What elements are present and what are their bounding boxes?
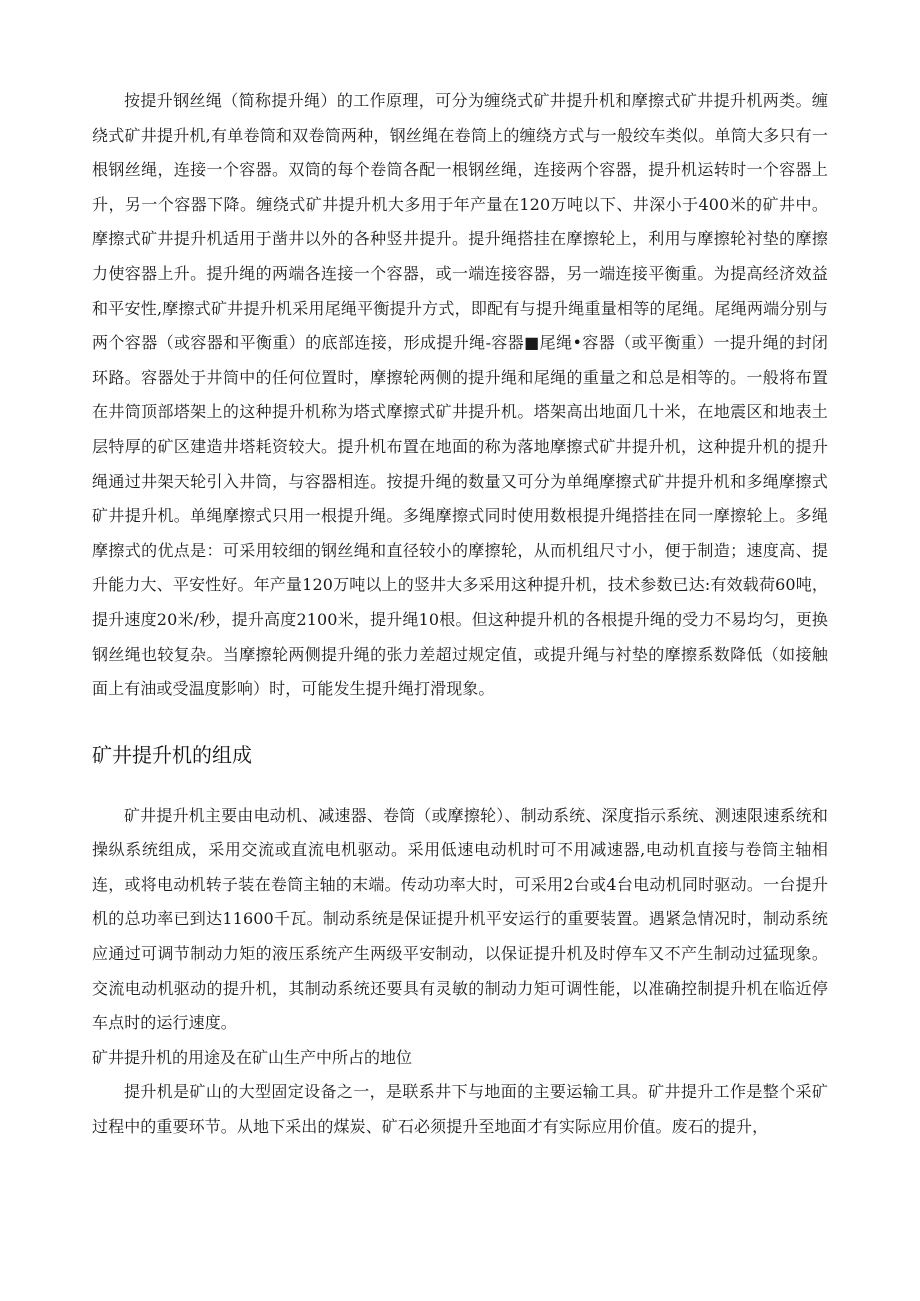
paragraph-hoist-composition: 矿井提升机主要由电动机、减速器、卷筒（或摩擦轮）、制动系统、深度指示系统、测速限速系统和操纵系统组成，采用交流或直流电机驱动。采用低速电动机时可不用减速器,电动机直接与卷筒主轴相连，或将电动机转子装在卷筒主轴的末端。传动功率大时，可采用2台或4台电动机同时驱动。一台提升机的总功率已到达11600千瓦。制动系统是保证提升机平安运行的重要装置。遇紧急情况时，制动系统应通过可调节制动力矩的液压系统产生两级平安制动，以保证提升机及时停车又不产生制动过猛现象。交流电动机驱动的提升机，其制动系统还要具有灵敏的制动力矩可调性能，以准确控制提升机在临近停车点时的运行速度。 (92, 805, 828, 1033)
document-page (92, 84, 828, 1145)
heading-hoist-composition: 矿井提升机的组成 (92, 742, 252, 767)
paragraph-hoist-usage: 提升机是矿山的大型固定设备之一，是联系井下与地面的主要运输工具。矿井提升工作是整个采矿过程中的重要环节。从地下采出的煤炭、矿石必须提升至地面才有实际应用价值。废石的提升， (92, 1082, 828, 1137)
paragraph-hoist-types: 按提升钢丝绳（简称提升绳）的工作原理，可分为缠绕式矿井提升机和摩擦式矿井提升机两类。缠绕式矿井提升机,有单卷筒和双卷筒两种，钢丝绳在卷筒上的缠绕方式与一般绞车类似。单筒大多只有一根钢丝绳，连接一个容器。双筒的每个卷筒各配一根钢丝绳，连接两个容器，提升机运转时一个容器上升，另一个容器下降。缠绕式矿井提升机大多用于年产量在120万吨以下、井深小于400米的矿井中。摩擦式矿井提升机适用于凿井以外的各种竖井提升。提升绳搭挂在摩擦轮上，利用与摩擦轮衬垫的摩擦力使容器上升。提升绳的两端各连接一个容器，或一端连接容器，另一端连接平衡重。为提高经济效益和平安性,摩擦式矿井提升机采用尾绳平衡提升方式，即配有与提升绳重量相等的尾绳。尾绳两端分别与两个容器（或容器和平衡重）的底部连接，形成提升绳-容器■尾绳•容器（或平衡重）一提升绳的封闭环路。容器处于井筒中的任何位置时，摩擦轮两侧的提升绳和尾绳的重量之和总是相等的。一般将布置在井筒顶部塔架上的这种提升机称为塔式摩擦式矿井提升机。塔架高出地面几十米，在地震区和地表土层特厚的矿区建造井塔耗资较大。提升机布置在地面的称为落地摩擦式矿井提升机，这种提升机的提升绳通过井架天轮引入井筒，与容器相连。按提升绳的数量又可分为单绳摩擦式矿井提升机和多绳摩擦式矿井提升机。单绳摩擦式只用一根提升绳。多绳摩擦式同时使用数根提升绳搭挂在同一摩擦轮上。多绳摩擦式的优点是：可采用较细的钢丝绳和直径较小的摩擦轮，从而机组尺寸小，便于制造；速度高、提升能力大、平安性好。年产量120万吨以上的竖井大多采用这种提升机，技术参数已达:有效载荷60吨，提升速度20米/秒，提升高度2100米，提升绳10根。但这种提升机的各根提升绳的受力不易均匀，更换钢丝绳也较复杂。当摩擦轮两侧提升绳的张力差超过规定值，或提升绳与衬垫的摩擦系数降低（如接触面上有油或受温度影响）时，可能发生提升绳打滑现象。 (92, 91, 828, 699)
subheading-hoist-usage: 矿井提升机的用途及在矿山生产中所占的地位 (92, 1047, 413, 1067)
